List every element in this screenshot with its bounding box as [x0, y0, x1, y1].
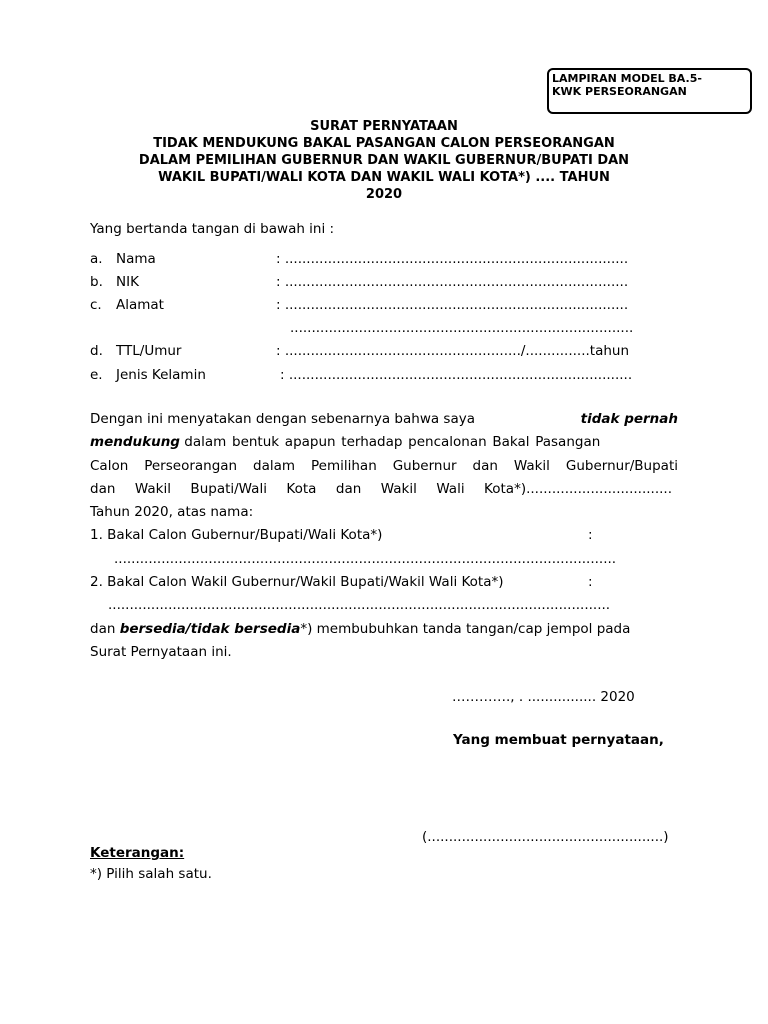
- field-value-alamat: : ................................................................................: [276, 297, 629, 313]
- date-line: …………., . ................ 2020: [452, 689, 635, 705]
- field-value-ttl: : ......................................................./...............tahun: [276, 343, 630, 359]
- keterangan-note: *) Pilih salah satu.: [90, 866, 212, 882]
- field-label: Nama: [116, 251, 156, 267]
- title-line3: DALAM PEMILIHAN GUBERNUR DAN WAKIL GUBERNUR/BUPATI DAN: [138, 153, 630, 168]
- field-row-ttl: [90, 342, 181, 360]
- field-value-nik: : ................................................................................: [276, 274, 629, 290]
- signature-line: (.......................................................): [422, 829, 669, 845]
- field-row-jenis-kelamin: [90, 366, 206, 384]
- closing-text: *) membubuhkan tanda tangan/cap jempol pada: [300, 621, 631, 637]
- candidate1-colon: :: [588, 527, 593, 543]
- attachment-label-line1: LAMPIRAN MODEL BA.5-: [552, 72, 702, 85]
- field-label: Jenis Kelamin: [116, 367, 206, 383]
- title-line5: 2020: [365, 187, 403, 202]
- field-letter: e.: [90, 367, 103, 383]
- attachment-label-line2: KWK PERSEORANGAN: [552, 85, 687, 98]
- title-line4: WAKIL BUPATI/WALI KOTA DAN WAKIL WALI KOTA*) .... TAHUN: [158, 170, 610, 185]
- field-value-jenis-kelamin: : ................................................................................: [280, 367, 633, 383]
- intro-text: Yang bertanda tangan di bawah ini :: [90, 221, 335, 237]
- statement-emphasis: mendukung: [90, 434, 180, 450]
- field-label: NIK: [116, 274, 139, 290]
- closing-line1: [90, 620, 630, 638]
- field-row-alamat: [90, 296, 164, 314]
- closing-emphasis: bersedia/tidak bersedia: [119, 621, 301, 637]
- statement-text: dalam bentuk apapun terhadap pencalonan Bakal Pasangan: [184, 434, 601, 450]
- field-letter: d.: [90, 343, 103, 359]
- field-row-nik: [90, 273, 139, 291]
- closing-line2: Surat Pernyataan ini.: [90, 644, 232, 660]
- statement-line3: Calon Perseorangan dalam Pemilihan Gubernur dan Wakil Gubernur/Bupati: [90, 458, 678, 474]
- candidate1-name-line: .....................................................................................................................: [114, 551, 617, 567]
- title-line2: TIDAK MENDUKUNG BAKAL PASANGAN CALON PERSEORANGAN: [153, 136, 615, 151]
- statement-line5: Tahun 2020, atas nama:: [90, 504, 254, 520]
- statement-line1: [90, 410, 678, 428]
- field-label: Alamat: [116, 297, 164, 313]
- field-letter: c.: [90, 297, 102, 313]
- closing-text: dan: [90, 621, 116, 637]
- statement-text: Dengan ini menyatakan dengan sebenarnya bahwa saya: [90, 411, 475, 427]
- keterangan-heading: Keterangan:: [90, 845, 185, 861]
- field-value-nama: : ................................................................................: [276, 251, 629, 267]
- candidate2-name-line: .....................................................................................................................: [108, 597, 611, 613]
- title-line1: SURAT PERNYATAAN: [310, 119, 458, 134]
- candidate2-label: 2. Bakal Calon Wakil Gubernur/Wakil Bupati/Wakil Wali Kota*): [90, 574, 504, 590]
- field-letter: a.: [90, 251, 103, 267]
- field-row-nama: [90, 250, 156, 268]
- statement-emphasis: tidak pernah: [580, 411, 678, 427]
- signer-label: Yang membuat pernyataan,: [453, 732, 664, 748]
- field-label: TTL/Umur: [116, 343, 182, 359]
- attachment-label-box: [547, 68, 752, 114]
- field-letter: b.: [90, 274, 103, 290]
- candidate2-colon: :: [588, 574, 593, 590]
- statement-line4: dan Wakil Bupati/Wali Kota dan Wakil Wali Kota*)..................................: [90, 481, 672, 497]
- candidate1-label: 1. Bakal Calon Gubernur/Bupati/Wali Kota*): [90, 527, 383, 543]
- field-value-alamat-continued: ................................................................................: [290, 320, 634, 336]
- document-title: [90, 118, 678, 203]
- statement-line2: [90, 433, 678, 451]
